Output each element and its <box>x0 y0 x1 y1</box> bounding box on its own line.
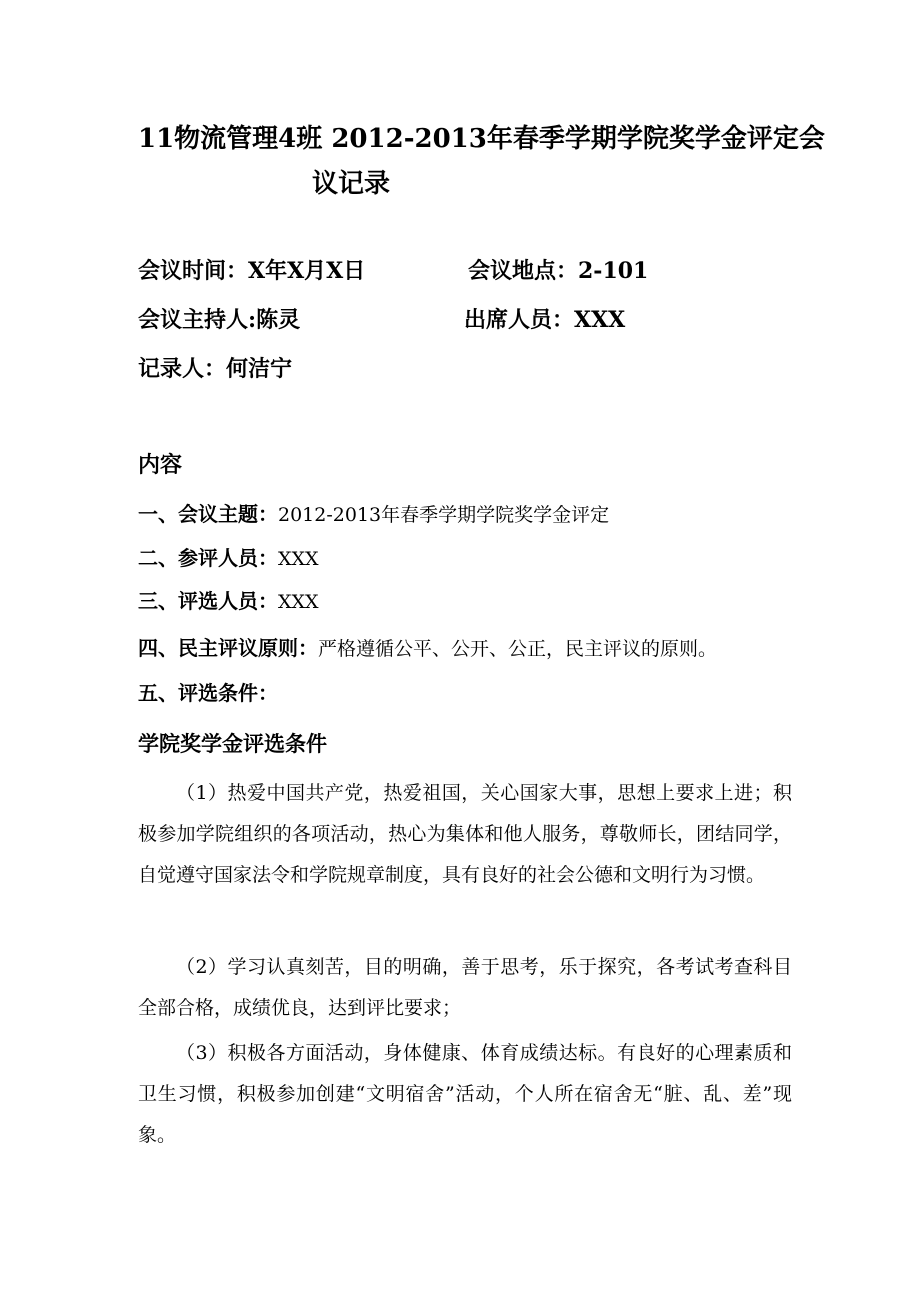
agenda-item-label: 四、民主评议原则： <box>138 636 318 660</box>
meeting-attendees: 出席人员：XXX <box>464 307 626 333</box>
agenda-item-text: XXX <box>278 548 319 570</box>
meeting-time: 会议时间：X年X月X日 <box>138 258 366 284</box>
document-title-line2: 议记录 <box>312 169 391 199</box>
agenda-item-text: 严格遵循公平、公开、公正，民主评议的原则。 <box>318 638 718 660</box>
agenda-item-participants <box>138 544 319 573</box>
agenda-item-label: 一、会议主题： <box>138 502 278 526</box>
agenda-item-principle <box>138 634 717 663</box>
document-title-line1: 11物流管理4班 2012-2013年春季学期学院奖学金评定会 <box>138 124 825 154</box>
agenda-item-label: 三、评选人员： <box>138 589 278 613</box>
meeting-recorder: 记录人：何洁宁 <box>138 356 293 382</box>
criteria-paragraph-1: （1）热爱中国共产党，热爱祖国，关心国家大事，思想上要求上进；积极参加学院组织的各项活动，热心为集体和他人服务，尊敬师长，团结同学，自觉遵守国家法令和学院规章制度，具有良好的社会公德和文明行为习惯。 <box>138 782 792 886</box>
criteria-paragraph-3: （3）积极各方面活动，身体健康、体育成绩达标。有良好的心理素质和卫生习惯，积极参加创建“文明宿舍”活动，个人所在宿舍无“脏、乱、差”现象。 <box>138 1042 792 1146</box>
criteria-paragraph-2: （2）学习认真刻苦，目的明确，善于思考，乐于探究，各考试考查科目全部合格，成绩优良，达到评比要求； <box>138 956 792 1019</box>
agenda-item-topic <box>138 500 609 529</box>
agenda-item-selectors <box>138 587 319 616</box>
agenda-item-label: 五、评选条件： <box>138 681 278 705</box>
content-heading: 内容 <box>138 452 183 478</box>
agenda-item-criteria <box>138 679 278 708</box>
agenda-item-label: 二、参评人员： <box>138 546 278 570</box>
criteria-heading: 学院奖学金评选条件 <box>138 731 327 756</box>
meeting-host: 会议主持人:陈灵 <box>138 307 301 333</box>
agenda-item-text: XXX <box>278 591 319 613</box>
agenda-item-text: 2012-2013年春季学期学院奖学金评定 <box>278 504 610 526</box>
meeting-place: 会议地点：2-101 <box>468 258 649 284</box>
